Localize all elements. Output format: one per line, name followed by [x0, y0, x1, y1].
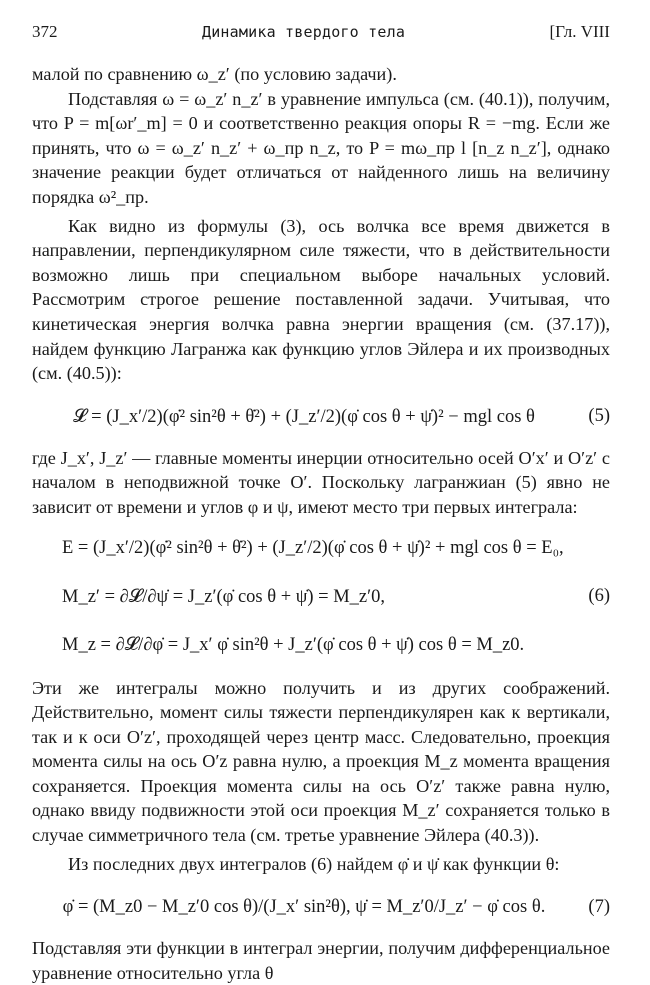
equation-6-momentum-z-prime-body: M_z′ = ∂𝓛/∂ψ̇ = J_z′(φ̇ cos θ + ψ̇) = M_z′0, [62, 586, 386, 607]
equation-7-body: φ̇ = (M_z0 − M_z′0 cos θ)/(J_x′ sin²θ), ψ̇ = M_z′0/J_z′ − φ̇ cos θ. [62, 896, 546, 917]
paragraph-6: Из последних двух интегралов (6) найдем φ̇ и ψ̇ как функции θ: [68, 853, 560, 874]
equation-6-momentum-z-body: M_z = ∂𝓛/∂φ̇ = J_x′ φ̇ sin²θ + J_z′(φ̇ cos θ + ψ̇) cos θ = M_z0. [62, 634, 525, 655]
paragraph-2: Подставляя ω = ω_z′ n_z′ в уравнение импульса (см. (40.1)), получим, что P = m[ωr′_m] = 0 и соответственно реакция опоры R = −mg. Если же принять, что ω = ω_z′ n_z′ + ω_пр n_z, то P = mω_пр l [n_z n_z′], однако значение реакции будет отличаться от найденного лишь на величину порядка ω²_пр. [32, 88, 610, 207]
paragraph-7: Подставляя эти функции в интеграл энергии, получим дифференциальное уравнение относительно угла θ [32, 938, 610, 983]
page-header [32, 22, 610, 46]
paragraph-3: Как видно из формулы (3), ось волчка все время движется в направлении, перпендикулярном силе тяжести, что в действительности возможно лишь при специальном выборе начальных условий. Рассмотрим строгое решение поставленной задачи. Учитывая, что кинетическая энергия волчка равна энергии вращения (см. (37.17)), найдем функцию Лагранжа как функцию углов Эйлера и их производных (см. (40.5)): [32, 215, 610, 384]
equation-6-momentum-z-prime [32, 578, 610, 616]
equation-6-label: (6) [588, 586, 610, 606]
equation-6-momentum-z [32, 626, 610, 664]
chapter-label: [Гл. VIII [549, 22, 610, 41]
equation-6-energy [32, 530, 610, 568]
paragraph-1: малой по сравнению ω_z′ (по условию задачи). [32, 64, 397, 84]
running-title: Динамика твердого тела [201, 23, 406, 41]
equation-5 [32, 400, 610, 434]
equation-7 [32, 890, 610, 924]
equation-7-label: (7) [588, 896, 610, 917]
equation-5-label: (5) [588, 406, 610, 427]
book-page [32, 22, 610, 985]
equation-6-energy-body: E = (J_x′/2)(φ̇² sin²θ + θ̇²) + (J_z′/2)(φ̇ cos θ + ψ̇)² + mgl cos θ = E₀, [62, 538, 564, 558]
equation-5-body: 𝓛 = (J_x′/2)(φ̇² sin²θ + θ̇²) + (J_z′/2)(φ̇ cos θ + ψ̇)² − mgl cos θ [73, 406, 535, 427]
paragraph-4: где J_x′, J_z′ — главные моменты инерции относительно осей O′x′ и O′z′ с началом в неподвижной точке O′. Поскольку лагранжиан (5) явно не зависит от времени и углов φ и ψ, имеют место три первых интеграла: [32, 447, 610, 517]
paragraph-5: Эти же интегралы можно получить и из других соображений. Действительно, момент силы тяжести перпендикулярен как к вертикали, так и к оси O′z′, проходящей через центр масс. Следовательно, проекция момента силы на ось O′z равна нулю, а проекция M_z момента вращения сохраняется. Проекция момента силы на ось O′z′ также равна нулю, однако ввиду подвижности этой оси проекция M_z′ сохраняется только в случае симметричного тела (см. третье уравнение Эйлера (40.3)). [32, 677, 610, 846]
equation-system-6 [32, 530, 610, 664]
page-number: 372 [32, 22, 58, 41]
